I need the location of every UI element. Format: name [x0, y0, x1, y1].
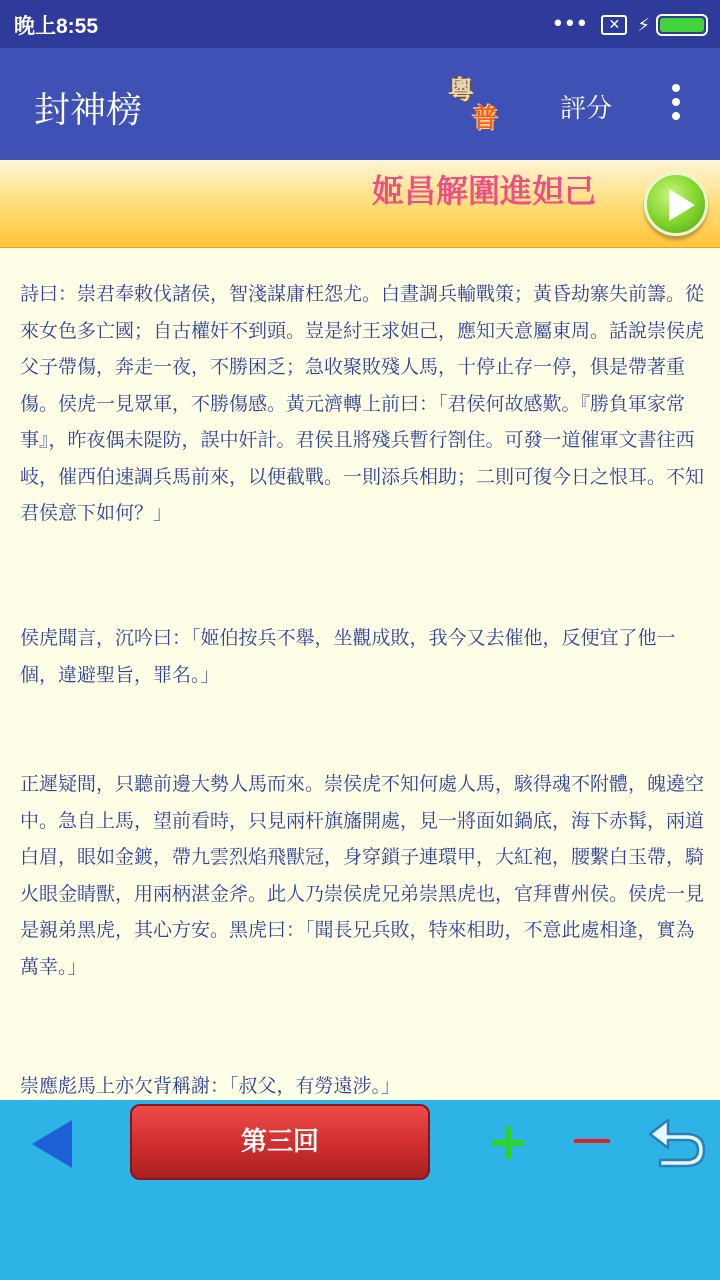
app-title: 封神榜	[34, 90, 143, 131]
bottom-toolbar	[0, 1100, 720, 1280]
play-icon[interactable]	[644, 172, 708, 236]
back-arrow-icon[interactable]	[32, 1120, 76, 1170]
chapter-title: 姬昌解圍進妲己	[371, 172, 596, 210]
language-switch-icon[interactable]	[446, 68, 512, 138]
sim-x-icon: ✕	[601, 15, 627, 35]
font-increase-button[interactable]: +	[486, 1112, 530, 1172]
text-paragraph: 正遲疑間，只聽前邊大勢人馬而來。崇侯虎不知何處人馬，駭得魂不附體，魄遶空中。急自上馬，望前看時，只見兩杆旗旛開處，見一將面如鍋底，海下赤髯，兩道白眉，眼如金鍍，帶九雲烈焰飛獸冠，身穿鎖子連環甲，大紅袍，腰繫白玉帶，騎火眼金睛獸，用兩柄湛金斧。此人乃崇侯虎兄弟崇黑虎也，官拜曹州侯。侯虎一見是親弟黑虎，其心方安。黑虎曰：「聞長兄兵敗，特來相助，不意此處相逢，實為萬幸。」	[20, 773, 705, 978]
status-bar	[0, 0, 720, 48]
text-paragraph: 詩曰：崇君奉敕伐諸侯，智淺謀庸枉怨尤。白晝調兵輸戰策；黃昏劫寨失前籌。從來女色多亡國；自古權奸不到頭。豈是紂王求妲己，應知天意屬東周。話說崇侯虎父子帶傷，奔走一夜，不勝困乏；急收聚敗殘人馬，十停止存一停，俱是帶著重傷。侯虎一見眾軍，不勝傷感。黃元濟轉上前曰：「君侯何故感歎。『勝負軍家常事』，昨夜偶未隄防，誤中奸計。君侯且將殘兵暫行劄住。可發一道催軍文書往西岐，催西伯速調兵馬前來，以便截戰。一則添兵相助；二則可復今日之恨耳。不知君侯意下如何？」	[20, 283, 705, 524]
mandarin-char: 普	[472, 104, 499, 134]
more-menu-icon[interactable]	[660, 84, 692, 124]
text-paragraph: 侯虎聞言，沉吟曰：「姬伯按兵不舉，坐觀成敗，我今又去催他，反便宜了他一個，違避聖旨，罪名。」	[20, 627, 676, 686]
text-paragraph: 崇應彪馬上亦欠背稱謝：「叔父，有勞遠涉。」	[20, 1075, 401, 1097]
battery-icon	[656, 14, 708, 36]
chapter-select-button[interactable]: 第三回	[130, 1104, 430, 1180]
chapter-text[interactable]	[0, 248, 720, 1100]
notification-dots-icon: •••	[551, 12, 588, 37]
cantonese-char: 粵	[448, 76, 475, 106]
status-icons	[551, 12, 708, 38]
status-time: 晚上8:55	[14, 15, 99, 38]
rate-button[interactable]: 評分	[560, 94, 613, 124]
font-decrease-icon[interactable]	[572, 1114, 612, 1170]
charging-bolt-icon: ⚡	[637, 14, 650, 36]
chapter-banner	[0, 160, 720, 248]
app-bar	[0, 48, 720, 160]
undo-icon[interactable]	[646, 1112, 708, 1168]
